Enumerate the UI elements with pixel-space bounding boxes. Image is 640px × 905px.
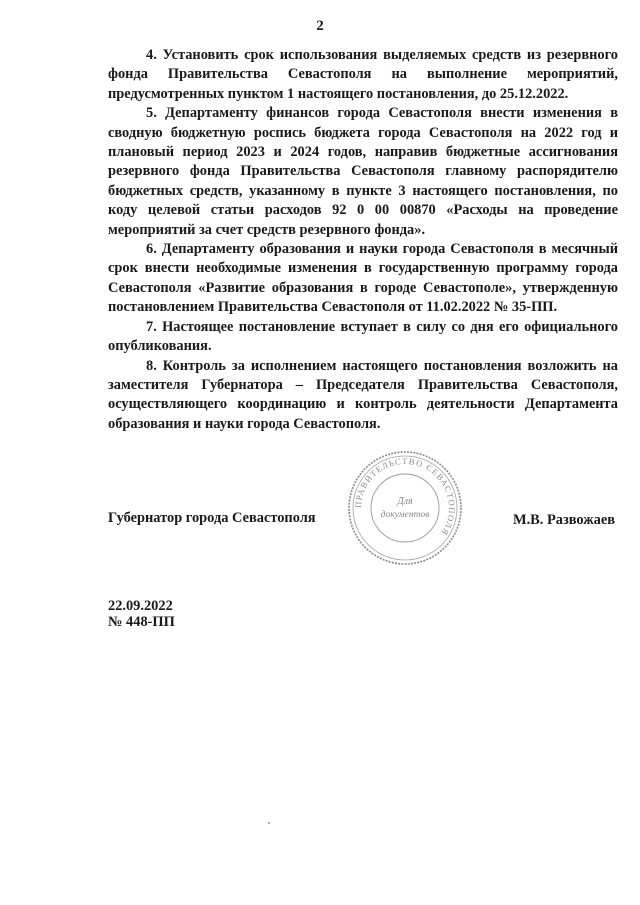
official-stamp	[345, 448, 465, 568]
document-body	[108, 46, 618, 434]
document-number: № 448-ПП	[108, 614, 175, 630]
signatory-name: М.В. Развожаев	[513, 512, 616, 528]
signatory-title: Губернатор города Севастополя	[108, 510, 316, 526]
document-date: 22.09.2022	[108, 598, 173, 614]
paragraph-6: 6. Департаменту образования и науки города Севастополя в месячный срок внести необходимые изменения в государственную программу города Севастополя «Развитие образования в городе Севастополе», утвержденную постановлением Правительства Севастополя от 11.02.2022 № 35-ПП.	[108, 241, 618, 316]
paragraph-5: 5. Департаменту финансов города Севастополя внести изменения в сводную бюджетную роспись бюджета города Севастополя на 2022 год и плановый период 2023 и 2024 годов, направив бюджетные ассигнования резервного фонда Правительства Севастополя главному распорядителю бюджетных средств, указанному в пункте 3 настоящего постановления, по коду целевой статьи расходов 92 0 00 00870 «Расходы на проведение мероприятий за счет средств резервного фонда».	[108, 105, 618, 238]
stamp-center-line2: документов	[380, 510, 430, 520]
stamp-center-line1: Для	[397, 496, 413, 507]
page-number: 2	[316, 18, 324, 34]
paragraph-7: 7. Настоящее постановление вступает в силу со дня его официального опубликования.	[108, 318, 618, 355]
scan-speck	[268, 822, 270, 824]
stamp-ring-text: ПРАВИТЕЛЬСТВО СЕВАСТОПОЛЯ	[352, 455, 458, 538]
paragraph-4: 4. Установить срок использования выделяемых средств из резервного фонда Правительства Севастополя на выполнение мероприятий, предусмотренных пунктом 1 настоящего постановления, до 25.12.2022.	[108, 47, 618, 102]
paragraph-8: 8. Контроль за исполнением настоящего постановления возложить на заместителя Губернатора – Председателя Правительства Севастополя, осуществляющего координацию и контроль деятельности Департамента образования и науки города Севастополя.	[108, 357, 618, 432]
